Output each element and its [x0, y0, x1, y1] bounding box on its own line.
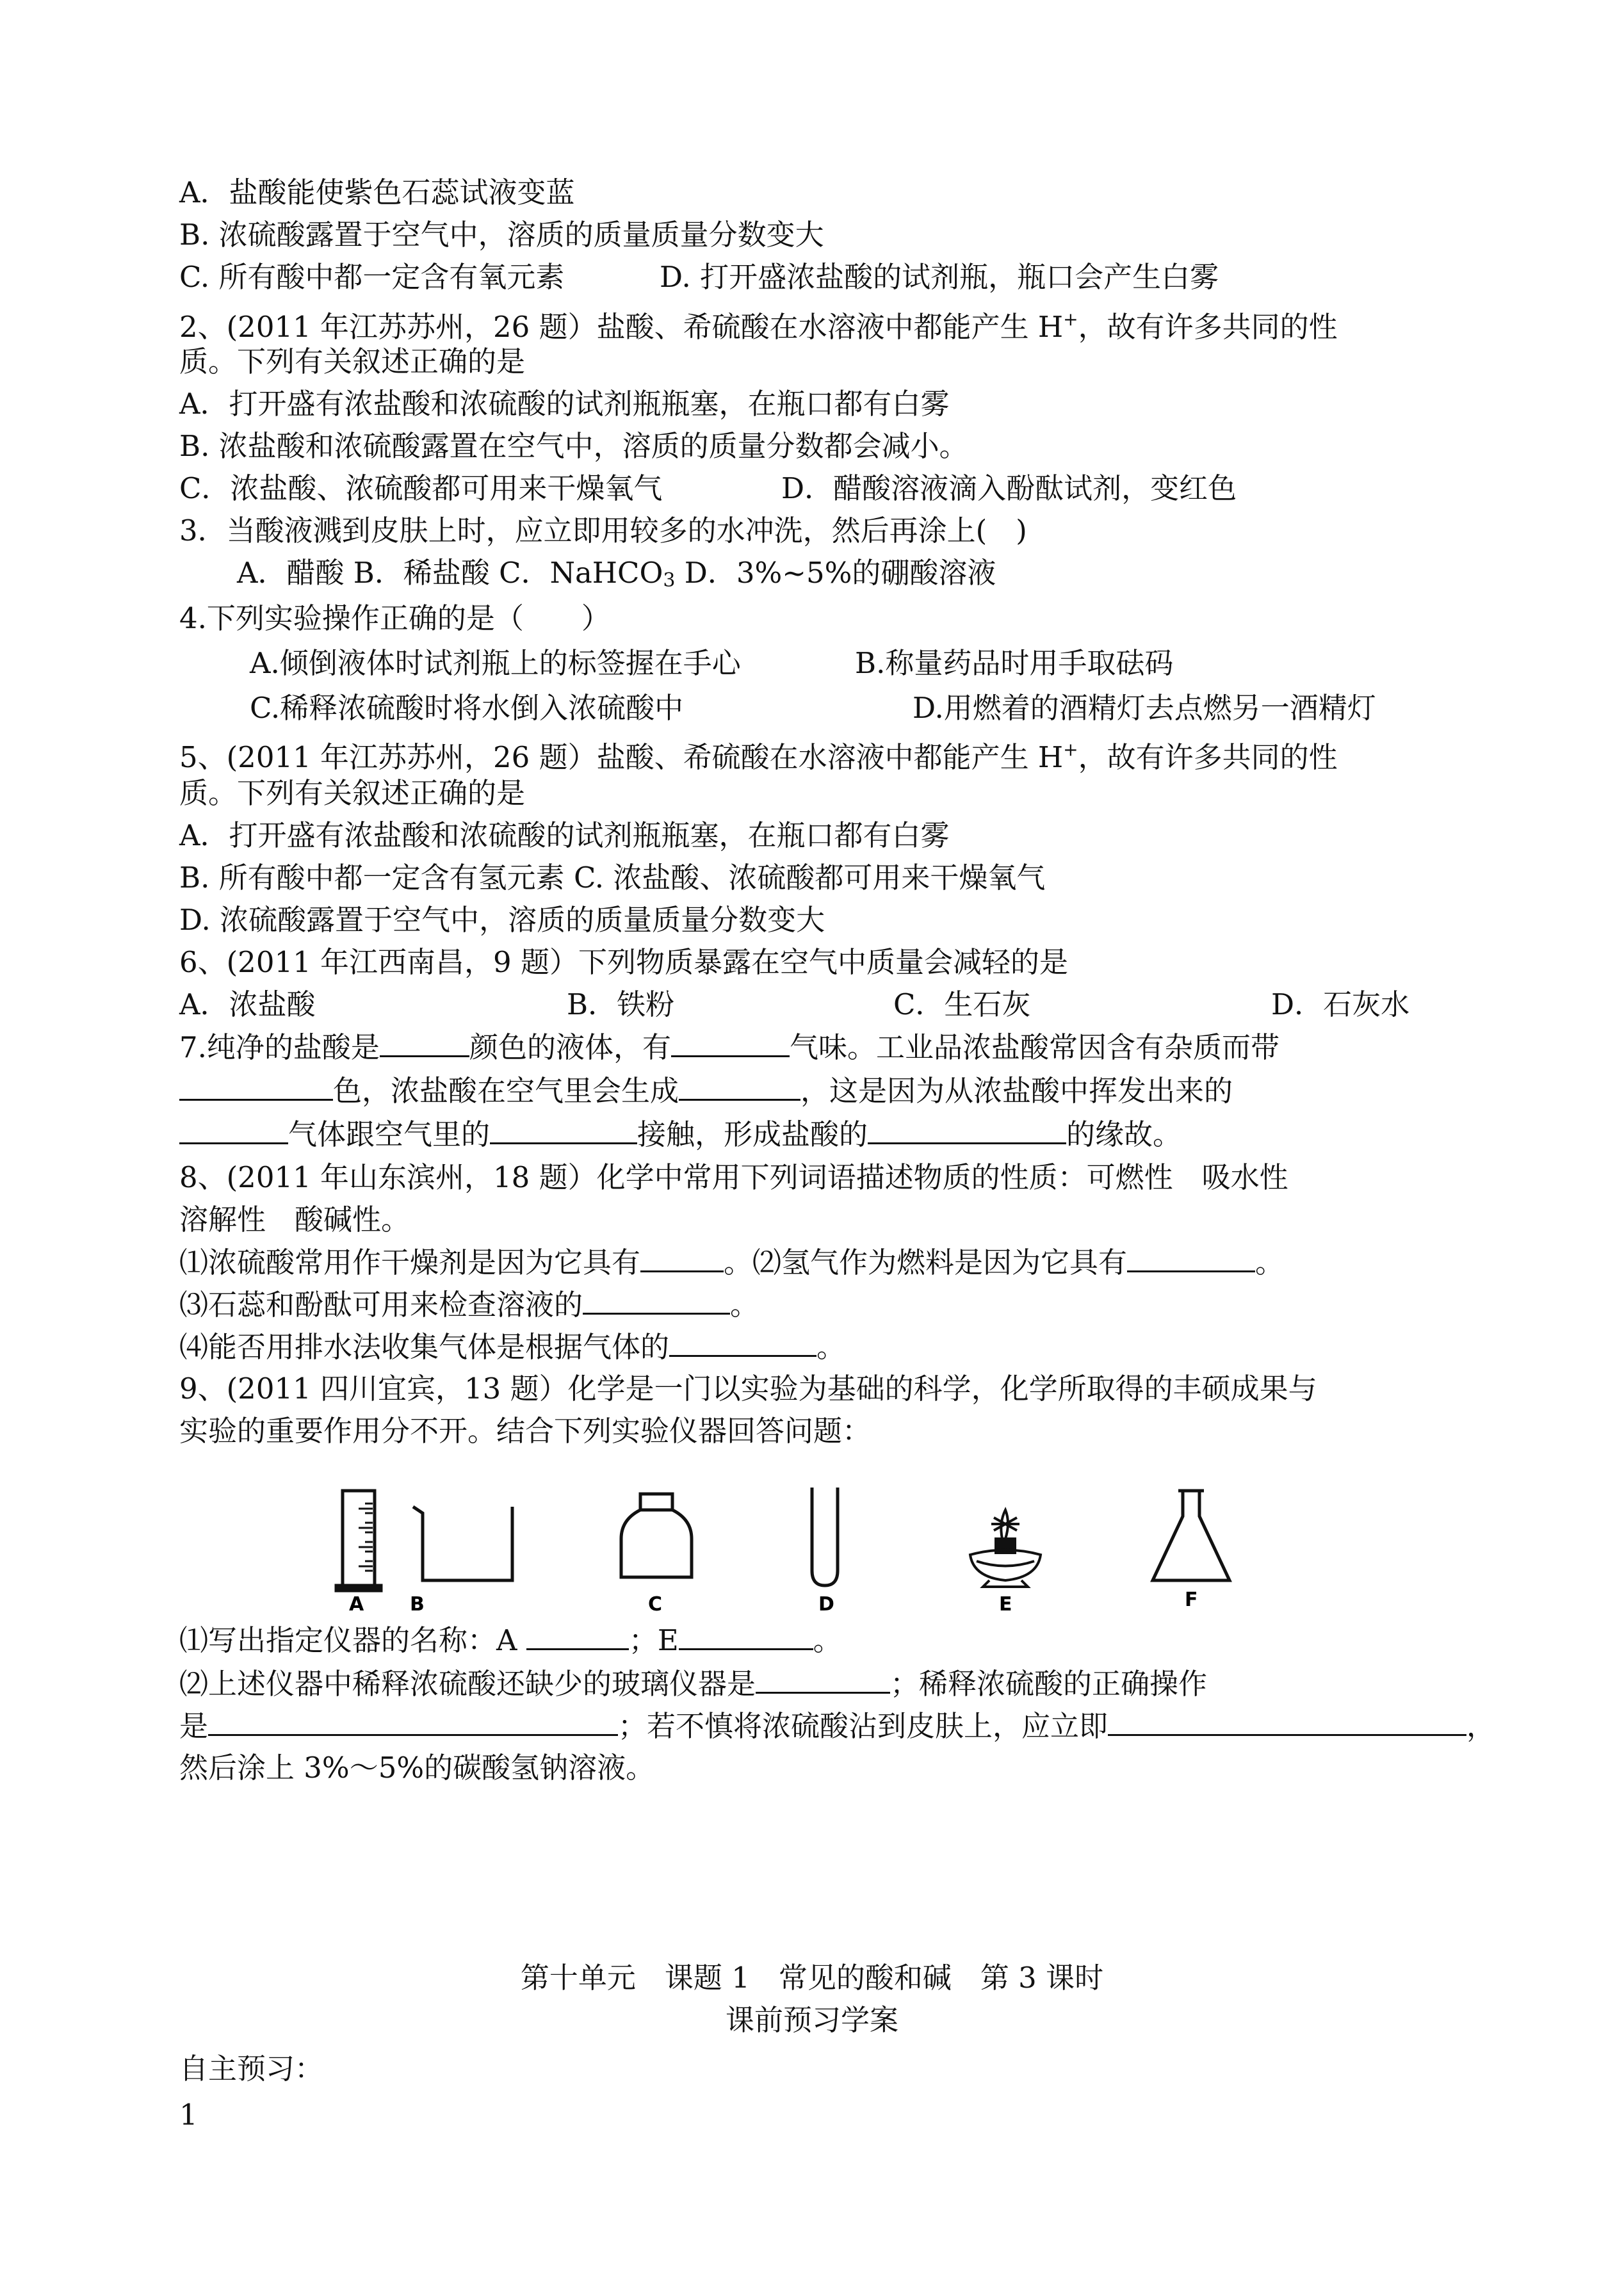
- page-number: 1: [179, 2098, 198, 2132]
- q6-stem: 6、(2011 年江西南昌，9 题）下列物质暴露在空气中质量会减轻的是: [179, 945, 1068, 979]
- q4-option-d: D.用燃着的酒精灯去点燃另一酒精灯: [913, 691, 1376, 725]
- q7-blank-product[interactable]: [679, 1071, 800, 1101]
- q5-option-d: D. 浓硫酸露置于空气中，溶质的质量质量分数变大: [179, 903, 825, 937]
- self-study-heading: 自主预习：: [179, 2052, 324, 2086]
- q2-stem-line2: 质。下列有关叙述正确的是: [179, 345, 526, 378]
- q8-stem-line2: 溶解性 酸碱性。: [179, 1203, 410, 1237]
- apparatus-b-beaker: [413, 1507, 512, 1580]
- apparatus-label-a: A: [349, 1593, 364, 1612]
- q8-blank-2[interactable]: [1127, 1242, 1255, 1272]
- apparatus-f-conical-flask: [1153, 1491, 1230, 1580]
- apparatus-figure: [320, 1484, 1306, 1612]
- q8-part1: ⑴浓硫酸常用作干燥剂是因为它具有 。⑵氢气作为燃料是因为它具有 。: [179, 1242, 1284, 1283]
- apparatus-d-test-tube: [812, 1488, 838, 1585]
- q2-stem-line1: 2、(2011 年江苏苏州，26 题）盐酸、希硫酸在水溶液中都能产生 H+，故有许多共同的性: [179, 309, 1338, 344]
- q9-blank-action[interactable]: [1108, 1706, 1466, 1736]
- q7-blank-droplets[interactable]: [868, 1114, 1066, 1144]
- q7-blank-odor[interactable]: [671, 1027, 790, 1057]
- q8-part3: ⑶石蕊和酚酞可用来检查溶液的 。: [179, 1285, 759, 1325]
- q9-part2-line3: 然后涂上 3%～5%的碳酸氢钠溶液。: [179, 1751, 655, 1785]
- q7-blank-color[interactable]: [380, 1027, 469, 1057]
- q7-line1: 7.纯净的盐酸是 颜色的液体，有 气味。工业品浓盐酸常因含有杂质而带: [179, 1027, 1279, 1067]
- q4-option-b: B.称量药品时用手取砝码: [855, 646, 1174, 680]
- apparatus-label-e: E: [999, 1593, 1012, 1612]
- section-title: 第十单元 课题 1 常见的酸和碱 第 3 课时: [520, 1961, 1104, 1995]
- q9-stem-line2: 实验的重要作用分不开。结合下列实验仪器回答问题：: [179, 1414, 872, 1448]
- q7-blank-gas[interactable]: [179, 1114, 288, 1144]
- q9-part2-line2: 是 ；若不慎将浓硫酸沾到皮肤上，应立即 ，: [179, 1706, 1495, 1746]
- q1-option-c: C. 所有酸中都一定含有氧元素: [179, 260, 565, 294]
- apparatus-a-graduated-cylinder: [336, 1491, 381, 1591]
- q9-blank-glass[interactable]: [756, 1664, 890, 1694]
- q7-blank-tint[interactable]: [179, 1071, 333, 1101]
- q6-option-c: C．生石灰: [893, 987, 1031, 1021]
- q4-option-a: A.倾倒液体时试剂瓶上的标签握在手心: [250, 646, 741, 680]
- apparatus-label-c: C: [648, 1593, 663, 1612]
- q3-options: A．醋酸 B．稀盐酸 C．NaHCO$_3$ D．3%~5%的硼酸溶液: [237, 556, 996, 592]
- q2-option-c: C．浓盐酸、浓硫酸都可用来干燥氧气: [179, 471, 663, 505]
- section-subtitle: 课前预习学案: [725, 2003, 898, 2037]
- q7-line3: 气体跟空气里的 接触，形成盐酸的 的缘故。: [179, 1114, 1181, 1155]
- q6-option-b: B．铁粉: [567, 987, 675, 1021]
- q2-option-d: D．醋酸溶液滴入酚酞试剂，变红色: [781, 471, 1237, 505]
- q3-stem: 3．当酸液溅到皮肤上时，应立即用较多的水冲洗，然后再涂上( ): [179, 514, 1027, 547]
- q1-option-d: D. 打开盛浓盐酸的试剂瓶，瓶口会产生白雾: [660, 260, 1219, 294]
- apparatus-c-bottle: [621, 1494, 692, 1577]
- q9-stem-line1: 9、(2011 四川宜宾，13 题）化学是一门以实验为基础的科学，化学所取得的丰硕成果与: [179, 1372, 1317, 1406]
- q9-blank-e[interactable]: [679, 1620, 813, 1650]
- q4-stem: 4.下列实验操作正确的是（ ）: [179, 601, 610, 635]
- q5-stem-line1: 5、(2011 年江苏苏州，26 题）盐酸、希硫酸在水溶液中都能产生 H+，故有许多共同的性: [179, 739, 1338, 774]
- q5-option-a: A．打开盛有浓盐酸和浓硫酸的试剂瓶瓶塞，在瓶口都有白雾: [179, 818, 950, 852]
- q9-part1: ⑴写出指定仪器的名称：A ；E 。: [179, 1620, 842, 1660]
- q5-option-bc: B. 所有酸中都一定含有氢元素 C. 浓盐酸、浓硫酸都可用来干燥氧气: [179, 861, 1046, 895]
- q5-stem-line2: 质。下列有关叙述正确的是: [179, 776, 526, 810]
- q2-option-a: A．打开盛有浓盐酸和浓硫酸的试剂瓶瓶塞，在瓶口都有白雾: [179, 387, 950, 421]
- q9-blank-operation[interactable]: [208, 1706, 618, 1736]
- q7-line2: 色，浓盐酸在空气里会生成 ，这是因为从浓盐酸中挥发出来的: [179, 1071, 1233, 1111]
- apparatus-label-f: F: [1185, 1589, 1198, 1611]
- q2-option-b: B. 浓盐酸和浓硫酸露置在空气中，溶质的质量分数都会减小。: [179, 429, 968, 463]
- apparatus-e-alcohol-lamp: [970, 1510, 1041, 1587]
- q8-blank-1[interactable]: [640, 1242, 724, 1272]
- q8-blank-3[interactable]: [583, 1285, 730, 1315]
- q8-blank-4[interactable]: [669, 1327, 816, 1357]
- q1-option-b: B. 浓硫酸露置于空气中，溶质的质量质量分数变大: [179, 218, 824, 252]
- q8-part4: ⑷能否用排水法收集气体是根据气体的 。: [179, 1327, 845, 1367]
- q9-part2-line1: ⑵上述仪器中稀释浓硫酸还缺少的玻璃仪器是 ；稀释浓硫酸的正确操作: [179, 1664, 1207, 1704]
- q6-option-a: A．浓盐酸: [179, 987, 316, 1021]
- q8-stem-line1: 8、(2011 年山东滨州，18 题）化学中常用下列词语描述物质的性质：可燃性 吸水性: [179, 1160, 1288, 1194]
- apparatus-label-d: D: [818, 1593, 834, 1612]
- q7-blank-air[interactable]: [490, 1114, 637, 1144]
- apparatus-label-b: B: [410, 1593, 425, 1612]
- q1-option-a: A．盐酸能使紫色石蕊试液变蓝: [179, 175, 575, 209]
- q4-option-c: C.稀释浓硫酸时将水倒入浓硫酸中: [250, 691, 684, 725]
- q9-blank-a[interactable]: [526, 1620, 629, 1650]
- q6-option-d: D．石灰水: [1271, 987, 1410, 1021]
